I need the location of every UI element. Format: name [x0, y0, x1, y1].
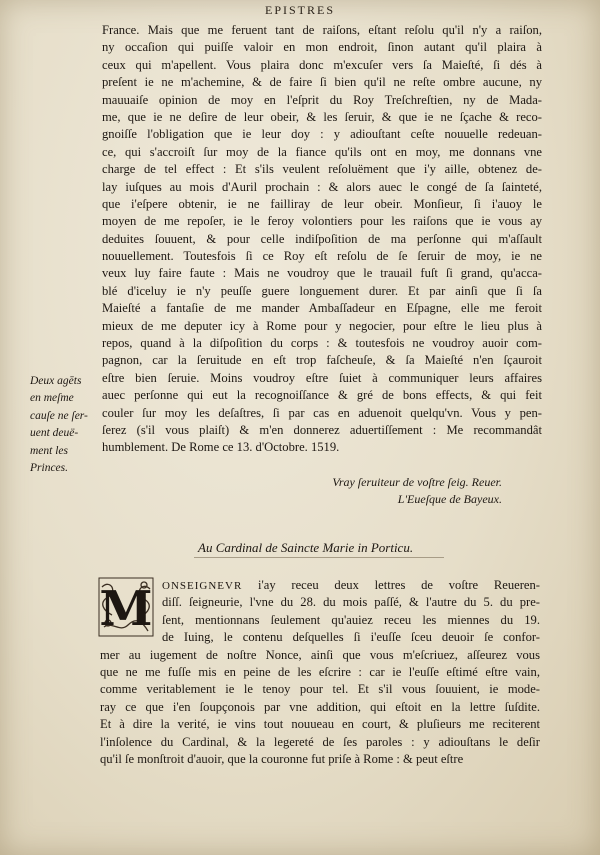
text-line: mer au iugement de noſtre Nonce, ainſi que vous m'eſcriuez, aſſeurez vous [100, 647, 540, 662]
text-line: deduites ſouuent, & pour celle indiſpoſition de ma perſonne qui m'aſſault [102, 231, 542, 246]
heading-rule [194, 557, 444, 558]
text-line [100, 577, 540, 594]
text-line: que i'eſpere obtenir, ie ne failliray de leur obeir. Monſieur, ſi i'auoy le [102, 196, 542, 211]
letter-heading: Au Cardinal de Saincte Marie in Porticu. [198, 540, 414, 555]
margin-note [30, 373, 102, 477]
text-line: diſſ. ſeigneurie, l'vne du 28. du mois paſſé, & l'autre du 5. du pre- [162, 595, 540, 610]
margin-note-line: en meſme [30, 392, 74, 405]
text-line: gnoiſſe l'obligation que ie leur doy : y adiouſtant ceſte nouuelle redeuan- [102, 127, 542, 142]
text-line: preſent ie ne m'achemine, & de faire ſi bien qu'il ne reſte ombre aucune, ny [102, 75, 542, 90]
margin-note-line: Deux agēts [30, 375, 82, 387]
running-head: EPISTRES [264, 3, 335, 17]
text-line: que ne me fuſſe mis en peine de les eſcrire : car ie l'euſſe eſtimé eſtre vain, [100, 664, 540, 679]
second-letter-body [100, 577, 540, 768]
margin-note-line: uent deuë- [30, 427, 79, 440]
text-line: mauuaiſe opinion de moy en l'eſprit du Roy Treſchreſtien, ny de Mada- [102, 92, 542, 107]
svg-text:M: M [99, 581, 153, 637]
text-line: blé d'iceluy ie n'y peuſſe guere longuement durer. Et par ainſi que ſi ſa [102, 283, 542, 298]
signature-line-2: L'Eueſque de Bayeux. [397, 492, 502, 506]
text-line: pagnon, car la ſeruitude en eſt trop faſcheuſe, & ſa Maieſté n'en ſçauroit [102, 353, 542, 368]
text-line: veux luy faire faute : Mais ne voudroy que le trauail fuſt ſi grand, qu'acca- [102, 266, 542, 281]
signature [332, 474, 502, 508]
text-line: ny occaſion qui puiſſe valoir en mon endroit, ſinon autant qu'il plaira à [102, 40, 542, 55]
text-line: ceux qui m'apellent. Vous plaira donc m'excuſer vers ſa Maieſté, ſi dés à [102, 57, 542, 72]
opening-rest: i'ay receu deux lettres de voſtre Reueren- [242, 578, 540, 592]
text-line: Maieſté a fantaſie de me mander Ambaſſadeur en Eſpagne, elle me feroit [102, 301, 542, 316]
text-line: France. Mais que me feruent tant de raiſons, eſtant reſolu qu'il n'y a raiſon, [102, 23, 542, 37]
text-line: humblement. De Rome ce 13. d'Octobre. 1519. [102, 440, 340, 455]
text-line: nouuellement. Toutesfois ſi ce Roy eſt reſolu de ſe ſeruir de moy, ie ne [102, 249, 542, 264]
text-line: moyen de me repoſer, ie le feroy volontiers pour les raiſons que ie vous ay [102, 214, 542, 229]
text-line: ſent, mentionnans ſeulement qu'auiez receu les miennes du 19. [162, 612, 540, 627]
text-line: charge de tel effect : Et s'ils veulent reſoluëment que i'y aille, obtenez de- [102, 162, 542, 177]
text-line: l'inſolence du Cardinal, & la legereté de ſes paroles : y adiouſtans le deſir [100, 734, 540, 749]
text-line: ſerez (s'il vous plaiſt) & m'en donnerez aduertiſſement : Me recommandât [102, 422, 542, 437]
text-line: eſtre bien ſeruie. Moins voudroy eſtre ſuiet à communiquer leurs affaires [102, 370, 542, 385]
text-line: me, que ie ne deſire de leur obeir, & les ſeruir, & que ie ne ſçache & reco- [102, 109, 542, 124]
text-line: comme veritablement ie le tenoy pour tel. Et s'il vous ſouuient, ie mode- [100, 682, 540, 697]
text-line: ce, qui s'accroiſt ſur moy de la fiance qu'ils ont en moy, me donnans vne [102, 144, 542, 159]
text-line: de Iuing, le contenu deſquelles ſi i'euſſe ſceu deuoir ſe confor- [162, 630, 540, 645]
text-line: ray ce que i'en ſoupçonois par vne addition, qui eſtoit en la lettre ſuſdite. [100, 699, 540, 714]
letter-body [102, 22, 542, 457]
text-line: repos, quand à la diſpoſition du corps : & toutesfois ne voudroy auoir com- [102, 336, 542, 351]
text-line: Et à dire la verité, ie vins tout nouueau en court, & pluſieurs me reciterent [100, 717, 540, 732]
text-line: auec perſonne qui eut la recognoiſſance & gré de bons effects, & qui feit [102, 388, 542, 403]
text-line: mieux de me deputer icy à Rome pour y negocier, pour eſtre le lieu plus à [102, 318, 542, 333]
opening-smallcaps: ONSEIGNEVR [162, 580, 243, 592]
margin-note-line: cauſe ne ſer- [30, 409, 88, 422]
margin-note-line: ment les [30, 444, 69, 457]
text-line: qu'il ſe monſtroit d'auoir, que la couronne fut priſe à Rome : & peut eſtre [100, 751, 464, 766]
text-line: lay iuſques au mois d'Auril prochain : & alors auec le congé de ſa ſainteté, [102, 179, 542, 194]
text-line: couler ſur moy les deſaſtres, ſi par cas en aduenoit quelqu'vn. Vous y pen- [102, 405, 542, 420]
margin-note-line: Princes. [30, 462, 69, 475]
signature-line-1: Vray ſeruiteur de voſtre ſeig. Reuer. [332, 475, 502, 489]
